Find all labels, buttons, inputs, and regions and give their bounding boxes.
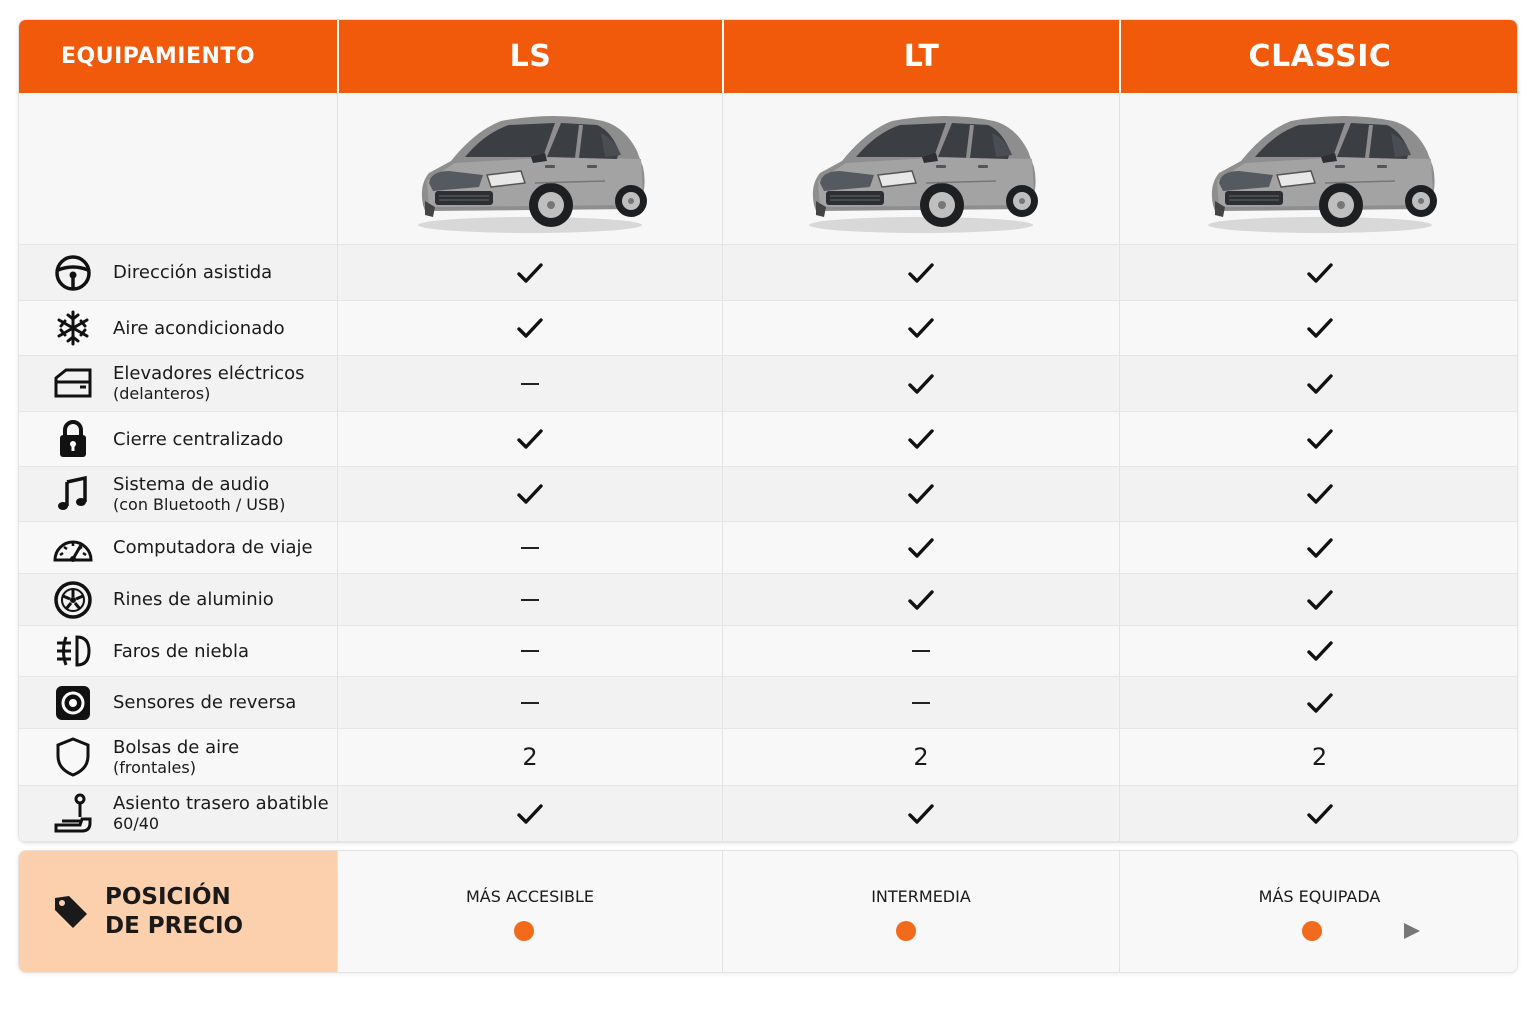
value-cell-lt <box>722 245 1119 301</box>
check-icon <box>1307 428 1333 450</box>
not-included-dash <box>912 650 930 652</box>
not-included-dash <box>521 650 539 652</box>
not-included-dash <box>521 547 539 549</box>
feature-name: Dirección asistida <box>113 262 273 283</box>
check-icon <box>1307 640 1333 662</box>
feature-row-label <box>19 677 337 729</box>
feature-subtext: 60/40 <box>113 814 160 833</box>
price-level-label: MÁS ACCESIBLE <box>466 887 594 906</box>
value-cell-ls <box>337 574 722 626</box>
feature-name: Rines de aluminio <box>113 589 274 610</box>
price-level-classic <box>1119 851 1518 972</box>
value-number: 2 <box>522 743 538 771</box>
value-number: 2 <box>913 743 929 771</box>
car-door-icon <box>51 362 95 406</box>
value-cell-classic <box>1119 574 1518 626</box>
check-icon <box>1307 589 1333 611</box>
value-cell-ls <box>337 729 722 786</box>
feature-name: Sistema de audio <box>113 473 270 495</box>
check-icon <box>1307 483 1333 505</box>
header-model-ls: LS <box>337 20 722 93</box>
price-label-line1: POSICIÓN <box>105 883 231 910</box>
image-row-spacer <box>19 93 337 245</box>
price-label-line2: DE PRECIO <box>105 912 244 939</box>
fog-light-icon <box>51 629 95 673</box>
feature-row-label <box>19 729 337 786</box>
check-icon <box>908 428 934 450</box>
sensor-icon <box>51 681 95 725</box>
car-illustration <box>1195 101 1445 236</box>
car-image-lt <box>722 93 1119 245</box>
check-icon <box>1307 317 1333 339</box>
price-position-label <box>19 851 337 972</box>
car-image-classic <box>1119 93 1518 245</box>
wheel-rim-icon <box>51 578 95 622</box>
price-level-label: MÁS EQUIPADA <box>1258 887 1381 906</box>
value-cell-ls <box>337 245 722 301</box>
value-cell-ls <box>337 626 722 677</box>
value-cell-ls <box>337 786 722 842</box>
check-icon <box>1307 803 1333 825</box>
value-cell-classic <box>1119 786 1518 842</box>
price-timeline <box>408 914 1428 950</box>
feature-row-label <box>19 522 337 574</box>
value-cell-lt <box>722 574 1119 626</box>
value-cell-classic <box>1119 245 1518 301</box>
value-cell-lt <box>722 467 1119 522</box>
value-cell-classic <box>1119 412 1518 467</box>
price-tag-icon <box>49 890 93 934</box>
car-illustration <box>796 101 1046 236</box>
value-cell-lt <box>722 786 1119 842</box>
value-cell-classic <box>1119 356 1518 412</box>
price-level-lt <box>722 851 1119 972</box>
car-illustration <box>405 101 655 236</box>
padlock-icon <box>51 417 95 461</box>
steering-wheel-icon <box>51 251 95 295</box>
check-icon <box>1307 262 1333 284</box>
value-number: 2 <box>1311 743 1328 771</box>
header-equipamiento: EQUIPAMIENTO <box>19 20 337 93</box>
check-icon <box>1307 373 1333 395</box>
feature-name: Faros de niebla <box>113 640 250 662</box>
value-cell-ls <box>337 301 722 356</box>
value-cell-lt <box>722 356 1119 412</box>
value-cell-classic <box>1119 677 1518 729</box>
feature-row-label <box>19 467 337 522</box>
check-icon <box>517 428 543 450</box>
snowflake-icon <box>51 306 95 350</box>
check-icon <box>908 589 934 611</box>
value-cell-ls <box>337 412 722 467</box>
value-cell-ls <box>337 356 722 412</box>
check-icon <box>908 317 934 339</box>
value-cell-ls <box>337 677 722 729</box>
feature-name: Computadora de viaje <box>113 537 313 558</box>
feature-name: Elevadores eléctricos <box>113 363 305 384</box>
check-icon <box>517 803 543 825</box>
feature-name: Cierre centralizado <box>113 428 284 450</box>
header-model-classic: CLASSIC <box>1119 20 1518 93</box>
check-icon <box>517 317 543 339</box>
car-image-ls <box>337 93 722 245</box>
value-cell-lt <box>722 677 1119 729</box>
not-included-dash <box>521 383 539 385</box>
header-model-lt: LT <box>722 20 1119 93</box>
comparison-table <box>18 19 1518 843</box>
check-icon <box>908 483 934 505</box>
feature-row-label <box>19 786 337 842</box>
price-position-panel <box>18 850 1518 973</box>
speedometer-icon <box>51 526 95 570</box>
feature-row-label <box>19 626 337 677</box>
feature-name: Aire acondicionado <box>113 317 285 339</box>
music-note-icon <box>51 472 95 516</box>
value-cell-ls <box>337 467 722 522</box>
feature-subtext: (con Bluetooth / USB) <box>113 494 286 514</box>
value-cell-ls <box>337 522 722 574</box>
feature-subtext: (frontales) <box>113 757 196 777</box>
feature-name: Bolsas de aire <box>113 736 240 758</box>
timeline-dot-lt <box>896 921 916 941</box>
value-cell-lt <box>722 626 1119 677</box>
feature-row-label <box>19 574 337 626</box>
value-cell-classic <box>1119 626 1518 677</box>
feature-row-label <box>19 301 337 356</box>
not-included-dash <box>912 702 930 704</box>
value-cell-lt <box>722 412 1119 467</box>
check-icon <box>1307 537 1333 559</box>
timeline-dot-ls <box>514 921 534 941</box>
check-icon <box>908 803 934 825</box>
value-cell-classic <box>1119 522 1518 574</box>
timeline-dot-classic <box>1302 921 1322 941</box>
check-icon <box>1307 692 1333 714</box>
price-level-ls <box>337 851 722 972</box>
feature-row-label <box>19 412 337 467</box>
folding-seat-icon <box>51 792 95 836</box>
not-included-dash <box>521 599 539 601</box>
feature-row-label <box>19 356 337 412</box>
check-icon <box>908 373 934 395</box>
feature-subtext: (delanteros) <box>113 384 211 403</box>
price-level-label: INTERMEDIA <box>871 887 971 906</box>
value-cell-lt <box>722 301 1119 356</box>
check-icon <box>908 537 934 559</box>
check-icon <box>517 483 543 505</box>
value-cell-lt <box>722 522 1119 574</box>
feature-name: Asiento trasero abatible <box>113 793 329 814</box>
value-cell-classic <box>1119 729 1518 786</box>
value-cell-classic <box>1119 467 1518 522</box>
value-cell-lt <box>722 729 1119 786</box>
timeline-arrow-icon <box>1404 923 1420 939</box>
value-cell-classic <box>1119 301 1518 356</box>
check-icon <box>908 262 934 284</box>
feature-row-label <box>19 245 337 301</box>
not-included-dash <box>521 702 539 704</box>
feature-name: Sensores de reversa <box>113 692 297 713</box>
check-icon <box>517 262 543 284</box>
shield-icon <box>51 735 95 779</box>
